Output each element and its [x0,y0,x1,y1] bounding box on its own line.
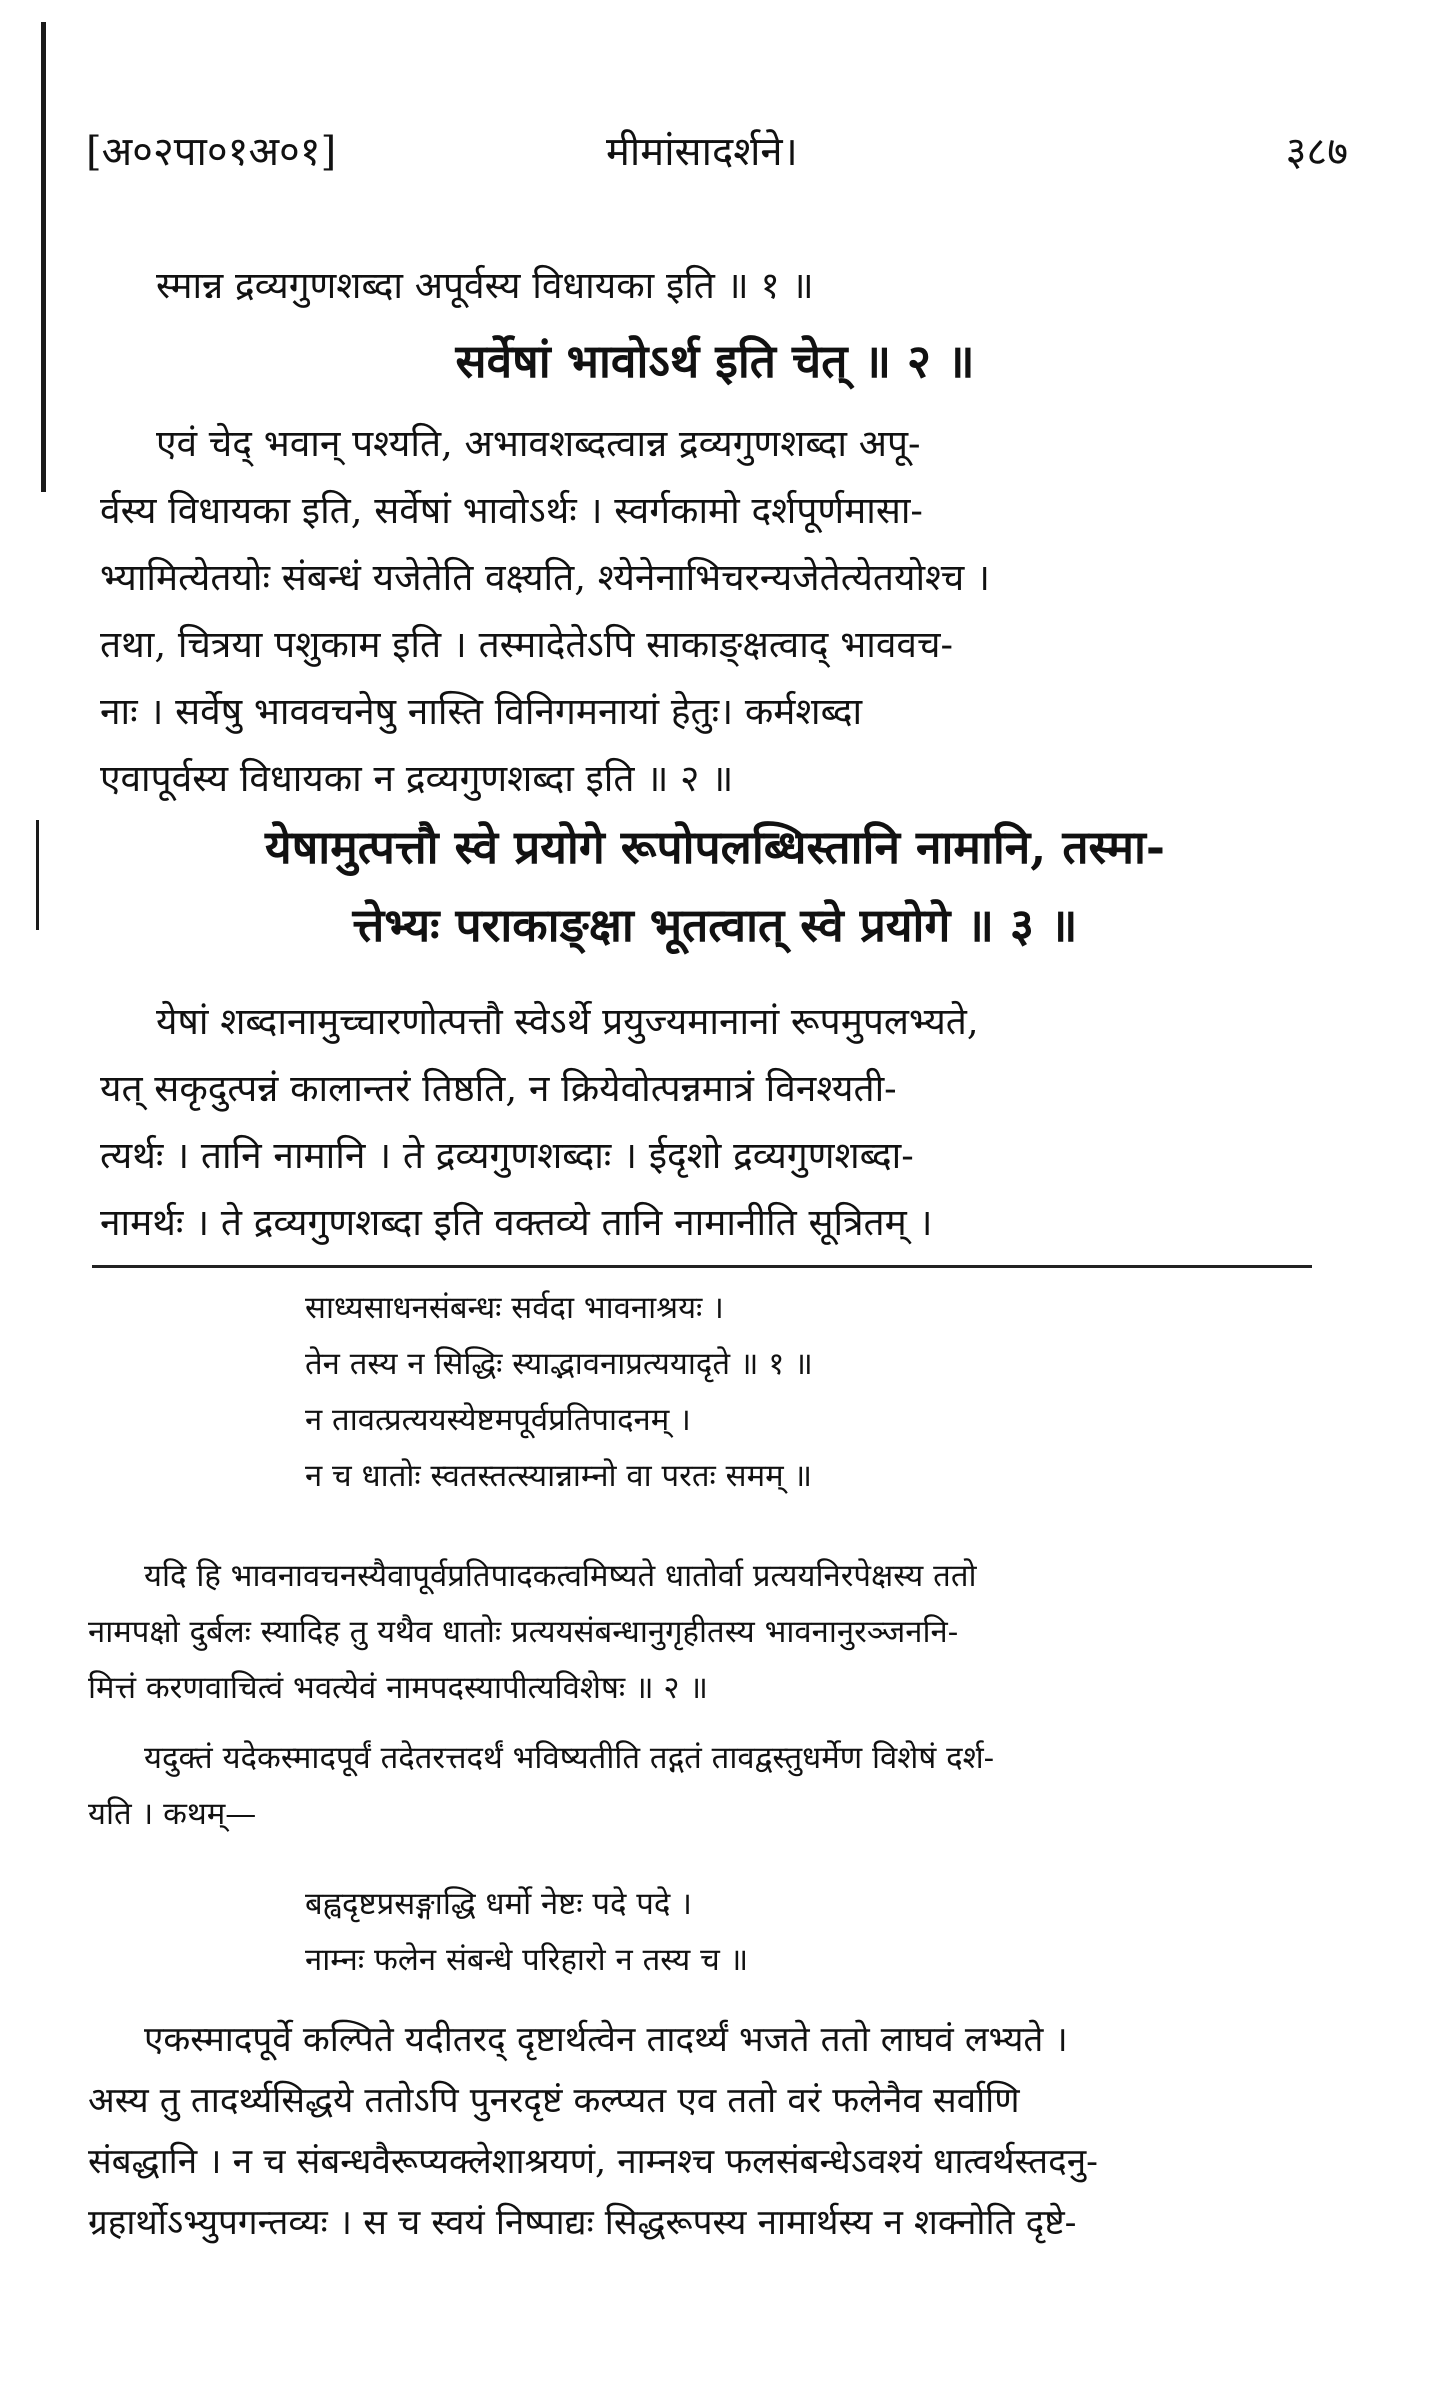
commentary-line: भ्यामित्येतयोः संबन्धं यजेतेति वक्ष्यति, श्येनेनाभिचरन्यजेतेत्येतयोश्च । [100,556,991,599]
section-reference: [अ०२पा०१अ०१] [86,129,337,175]
commentary-line: र्वस्य विधायका इति, सर्वेषां भावोऽर्थः । स्वर्गकामो दर्शपूर्णमासा- [100,489,923,532]
sutra-line: त्तेभ्यः पराकाङ्क्षा भूतत्वात् स्वे प्रयोगे ॥ ३ ॥ [352,898,1078,952]
verse-line: तेन तस्य न सिद्धिः स्याद्भावनाप्रत्ययादृते ॥ १ ॥ [305,1346,813,1382]
commentary-top [100,252,1315,319]
note-line: यति । कथम्— [88,1796,257,1832]
book-title: मीमांसादर्शने। [606,129,798,175]
verse-block-1 [305,1280,813,1504]
commentary-line: नाः । सर्वेषु भाववचनेषु नास्ति विनिगमनायां हेतुः। कर्मशब्दा [100,690,863,733]
note-line: यदि हि भावनावचनस्यैवापूर्वप्रतिपादकत्वमिष्यते धातोर्वा प्रत्ययनिरपेक्षस्य ततो [144,1558,977,1594]
page-number: ३८७ [1285,129,1348,175]
commentary-2 [100,410,1315,812]
verse-line: बह्वदृष्टप्रसङ्गाद्धि धर्मो नेष्टः पदे पदे । [305,1886,692,1922]
verse-line: नाम्नः फलेन संबन्धे परिहारो न तस्य च ॥ [305,1942,749,1978]
verse-line: न तावत्प्रत्ययस्येष्टमपूर्वप्रतिपादनम् । [305,1402,691,1438]
note-3 [88,2010,1313,2254]
sutra-3 [150,808,1280,964]
note-line: ग्रहार्थोऽभ्युपगन्तव्यः । स च स्वयं निष्पाद्यः सिद्धरूपस्य नामार्थस्य न शक्नोति दृष्टे- [88,2203,1077,2243]
margin-rule [41,22,46,492]
note-line: मित्तं करणवाचित्वं भवत्येवं नामपदस्यापीत्यविशेषः ॥ २ ॥ [88,1670,708,1706]
verse-block-2 [305,1876,748,1988]
commentary-line: यत् सकृदुत्पन्नं कालान्तरं तिष्ठति, न क्रियेवोत्पन्नमात्रं विनश्यती- [100,1067,897,1110]
commentary-line: तथा, चित्रया पशुकाम इति । तस्मादेतेऽपि साकाङ्क्षत्वाद् भाववच- [100,623,953,666]
note-2 [88,1730,1313,1842]
note-line: संबद्धानि । न च संबन्धवैरूप्यक्लेशाश्रयणं, नाम्नश्च फलसंबन्धेऽवश्यं धात्वर्थस्तदनु- [88,2142,1098,2182]
note-line: नामपक्षो दुर्बलः स्यादिह तु यथैव धातोः प्रत्ययसंबन्धानुगृहीतस्य भावनानुरञ्जननि- [88,1614,959,1650]
note-line: एकस्मादपूर्वे कल्पिते यदीतरद् दृष्टार्थत्वेन तादर्थ्यं भजते ततो लाघवं लभ्यते । [144,2020,1068,2060]
commentary-line: एवापूर्वस्य विधायका न द्रव्यगुणशब्दा इति ॥ २ ॥ [100,757,734,800]
verse-line: न च धातोः स्वतस्तत्स्यान्नाम्नो वा परतः समम् ॥ [305,1458,813,1494]
sutra-line: येषामुत्पत्तौ स्वे प्रयोगे रूपोपलब्धिस्तानि नामानि, तस्मा- [265,820,1165,874]
commentary-line: त्यर्थः । तानि नामानि । ते द्रव्यगुणशब्दाः । ईदृशो द्रव्यगुणशब्दा- [100,1134,914,1177]
commentary-line: येषां शब्दानामुच्चारणोत्पत्तौ स्वेऽर्थे प्रयुज्यमानानां रूपमुपलभ्यते, [156,1000,979,1043]
margin-rule-lower [36,820,39,930]
sutra-line: सर्वेषां भावोऽर्थ इति चेत् ॥ २ ॥ [455,334,975,388]
verse-line: साध्यसाधनसंबन्धः सर्वदा भावनाश्रयः । [305,1290,724,1326]
page-header [86,122,1348,182]
commentary-line: स्मान्न द्रव्यगुणशब्दा अपूर्वस्य विधायका इति ॥ १ ॥ [156,264,814,307]
commentary-3 [100,988,1315,1256]
note-1 [88,1548,1313,1716]
note-line: अस्य तु तादर्थ्यसिद्धये ततोऽपि पुनरदृष्टं कल्प्यत एव ततो वरं फलेनैव सर्वाणि [88,2081,1020,2121]
footnote-divider [92,1265,1312,1268]
commentary-line: नामर्थः । ते द्रव्यगुणशब्दा इति वक्तव्ये तानि नामानीति सूत्रितम् । [100,1201,933,1244]
note-line: यदुक्तं यदेकस्मादपूर्वं तदेतरत्तदर्थं भविष्यतीति तद्गतं तावद्वस्तुधर्मेण विशेषं दर्श- [144,1740,995,1776]
commentary-line: एवं चेद् भवान् पश्यति, अभावशब्दत्वान्न द्रव्यगुणशब्दा अपू- [156,422,921,465]
sutra-2 [150,322,1280,400]
